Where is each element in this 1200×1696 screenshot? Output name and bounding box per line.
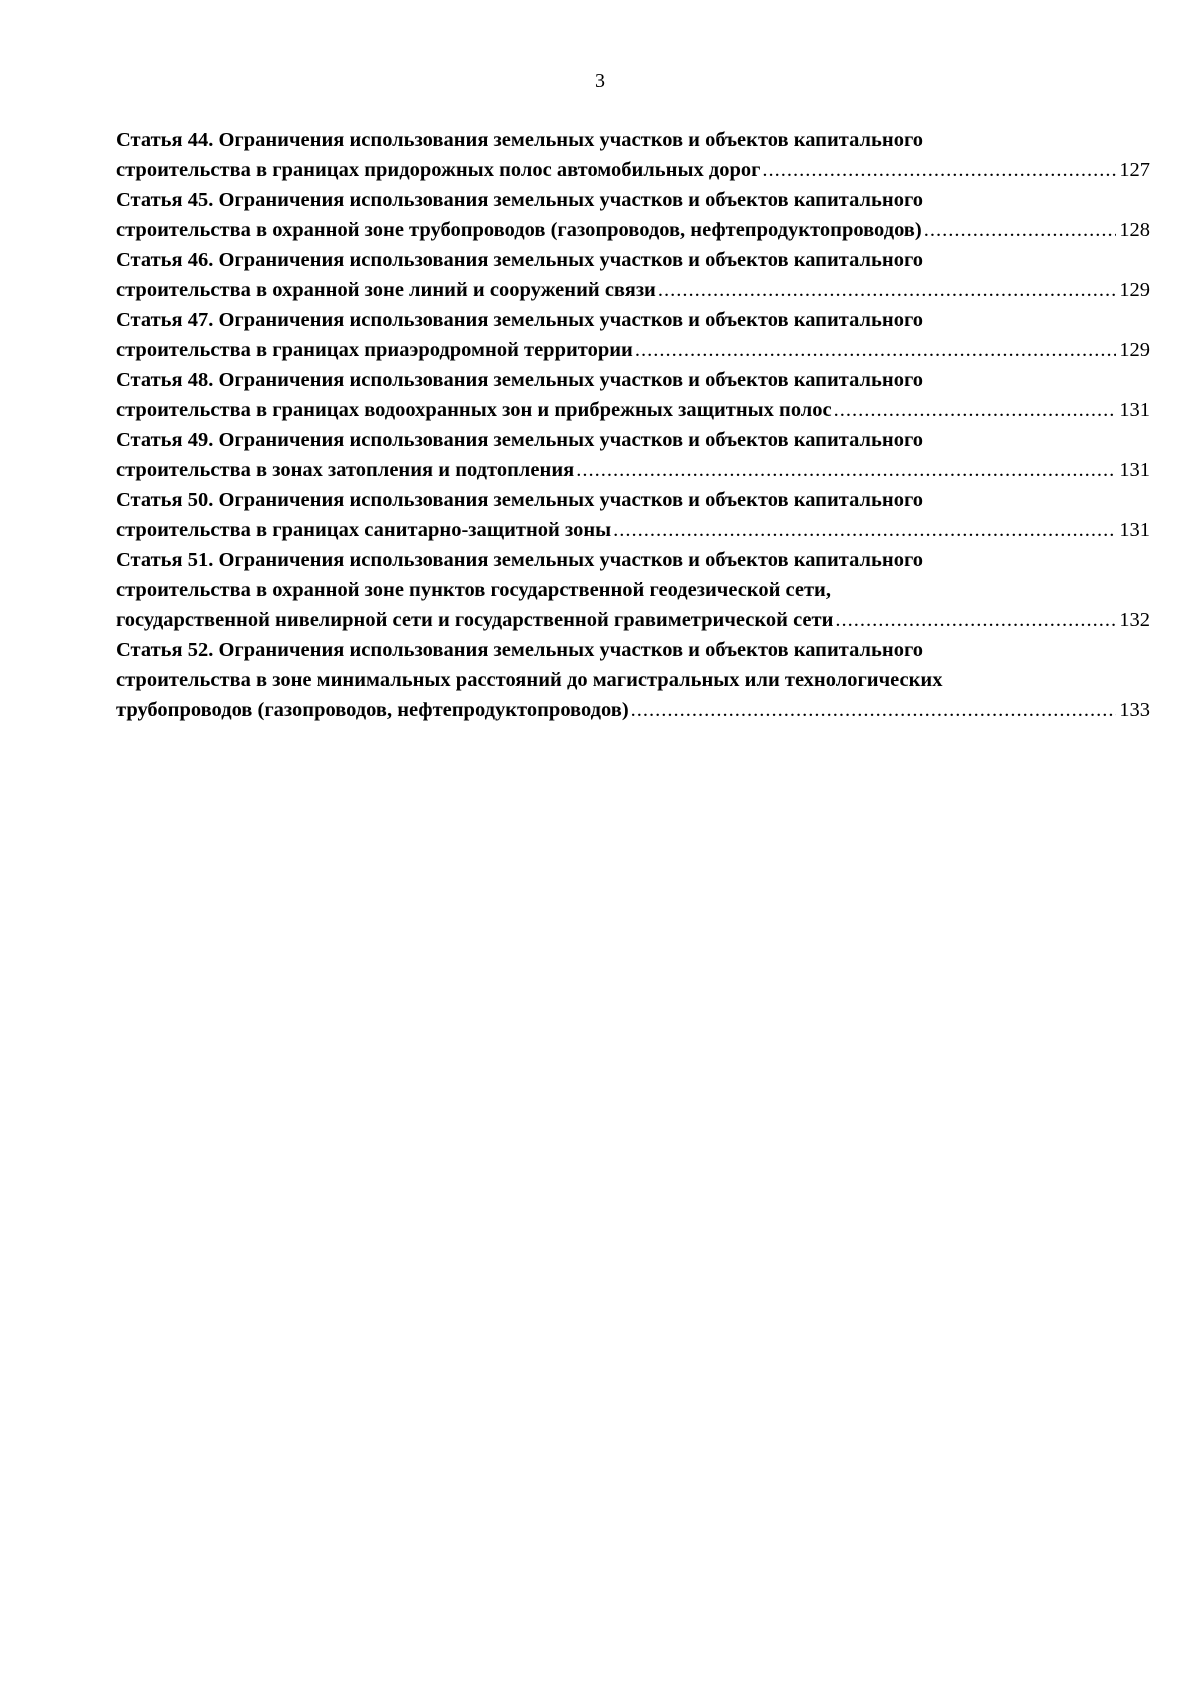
toc-entry[interactable] [116, 545, 1150, 635]
toc-entry-title-end: строительства в зонах затопления и подтопления [116, 459, 575, 481]
toc-entry-line: Статья 47. Ограничения использования земельных участков и объектов капитального [116, 309, 924, 331]
toc-entry-line: Статья 52. Ограничения использования земельных участков и объектов капитального [116, 639, 924, 661]
toc-entry-title-end: строительства в границах водоохранных зон и прибрежных защитных полос [116, 399, 832, 421]
dot-leader [762, 155, 1116, 185]
toc-entry-title-end: строительства в охранной зоне трубопроводов (газопроводов, нефтепродуктопроводов) [116, 219, 922, 241]
dot-leader [635, 335, 1116, 365]
toc-entry[interactable] [116, 185, 1150, 245]
toc-entry-last-line [116, 695, 1150, 725]
toc-entry-page-number: 131 [1119, 399, 1150, 421]
toc-entry-page-number: 129 [1119, 279, 1150, 301]
toc-entry[interactable] [116, 485, 1150, 545]
dot-leader [835, 605, 1116, 635]
dot-leader [658, 275, 1116, 305]
toc-entry-line: Статья 44. Ограничения использования земельных участков и объектов капитального [116, 129, 924, 151]
toc-entry-page-number: 133 [1119, 699, 1150, 721]
toc-entry-page-number: 131 [1119, 519, 1150, 541]
toc-entry-last-line [116, 335, 1150, 365]
toc-entry[interactable] [116, 305, 1150, 365]
table-of-contents [116, 125, 1150, 725]
toc-entry-last-line [116, 275, 1150, 305]
toc-entry[interactable] [116, 635, 1150, 725]
toc-entry-line: Статья 48. Ограничения использования земельных участков и объектов капитального [116, 369, 924, 391]
dot-leader [576, 455, 1116, 485]
toc-entry-last-line [116, 155, 1150, 185]
toc-entry-last-line [116, 515, 1150, 545]
dot-leader [924, 215, 1117, 245]
toc-entry-line: Статья 51. Ограничения использования земельных участков и объектов капитального [116, 549, 924, 571]
toc-entry-title-end: строительства в границах приаэродромной территории [116, 339, 633, 361]
toc-entry[interactable] [116, 125, 1150, 185]
toc-entry-title-end: государственной нивелирной сети и государственной гравиметрической сети [116, 609, 834, 631]
toc-entry-last-line [116, 605, 1150, 635]
toc-entry-title-end: трубопроводов (газопроводов, нефтепродуктопроводов) [116, 699, 629, 721]
toc-entry-line: Статья 46. Ограничения использования земельных участков и объектов капитального [116, 249, 924, 271]
toc-entry-title-end: строительства в охранной зоне линий и сооружений связи [116, 279, 656, 301]
toc-entry-last-line [116, 395, 1150, 425]
toc-entry-page-number: 132 [1119, 609, 1150, 631]
page-number: 3 [595, 70, 605, 92]
toc-entry[interactable] [116, 425, 1150, 485]
toc-entry-line: Статья 49. Ограничения использования земельных участков и объектов капитального [116, 429, 924, 451]
toc-entry-last-line [116, 455, 1150, 485]
toc-entry-page-number: 127 [1119, 159, 1150, 181]
toc-entry-line: Статья 45. Ограничения использования земельных участков и объектов капитального [116, 189, 924, 211]
dot-leader [834, 395, 1117, 425]
toc-entry-page-number: 131 [1119, 459, 1150, 481]
toc-entry[interactable] [116, 245, 1150, 305]
toc-entry[interactable] [116, 365, 1150, 425]
toc-entry-line: строительства в зоне минимальных расстояний до магистральных или технологических [116, 669, 943, 691]
toc-entry-line: строительства в охранной зоне пунктов государственной геодезической сети, [116, 579, 831, 601]
toc-entry-title-end: строительства в границах санитарно-защитной зоны [116, 519, 612, 541]
toc-entry-line: Статья 50. Ограничения использования земельных участков и объектов капитального [116, 489, 924, 511]
dot-leader [613, 515, 1116, 545]
dot-leader [631, 695, 1117, 725]
toc-entry-page-number: 129 [1119, 339, 1150, 361]
toc-entry-last-line [116, 215, 1150, 245]
toc-entry-page-number: 128 [1119, 219, 1150, 241]
toc-entry-title-end: строительства в границах придорожных полос автомобильных дорог [116, 159, 761, 181]
